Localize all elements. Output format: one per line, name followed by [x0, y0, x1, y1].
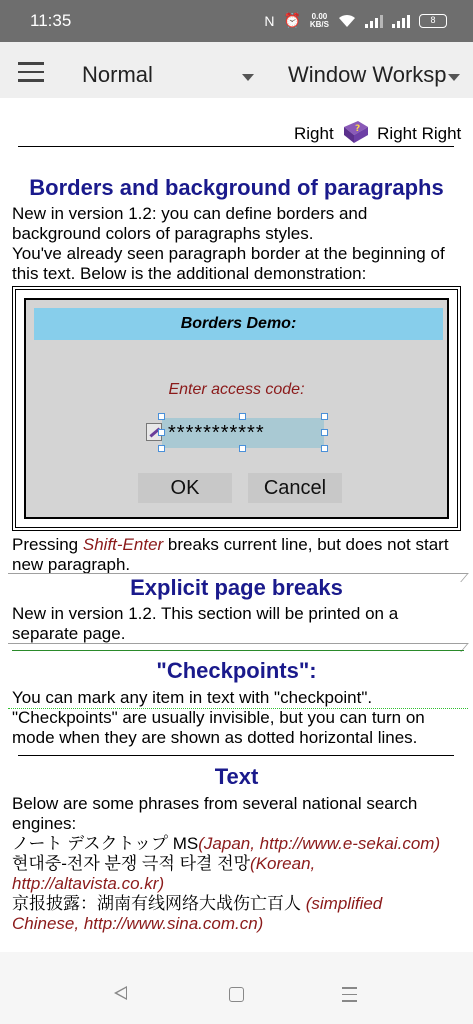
demo-title: Borders Demo: [34, 308, 443, 340]
book-icon [340, 119, 370, 145]
status-time: 11:35 [30, 11, 72, 30]
heading-page-breaks: Explicit page breaks [130, 575, 343, 600]
alarm-icon: ⏰ [283, 12, 301, 28]
japanese-source: (Japan, http://www.e-sekai.com) [198, 834, 441, 853]
divider-green [12, 650, 464, 651]
menu-icon[interactable] [18, 62, 44, 82]
page-break-marker [8, 573, 463, 574]
text-line: "Checkpoints" are usually invisible, but you can turn on [12, 708, 425, 727]
text-line: this text. Below is the additional demonstration: [12, 264, 367, 283]
signal-2-icon [392, 14, 410, 28]
text-line: New in version 1.2: you can define borders and [12, 204, 368, 223]
borders-demo-box [12, 286, 461, 531]
resize-handle[interactable] [321, 445, 328, 452]
paragraph-page-breaks [12, 604, 462, 644]
paragraph-style-select[interactable] [82, 62, 258, 92]
text-line: You've already seen paragraph border at the beginning of [12, 244, 445, 263]
korean-source-url: http://altavista.co.kr) [12, 874, 165, 893]
text-line: background colors of paragraphs styles. [12, 224, 314, 243]
text-line: You can mark any item in text with "checkpoint". [12, 688, 373, 707]
wifi-icon [338, 14, 356, 28]
text-run: breaks current line, but does not start [163, 535, 449, 554]
text-line: engines: [12, 814, 77, 833]
shift-enter-keys: Shift-Enter [82, 535, 164, 554]
divider [18, 146, 454, 147]
text-line: new paragraph. [12, 555, 131, 574]
korean-source: (Korean, [250, 854, 316, 873]
home-icon[interactable] [229, 987, 244, 1002]
paragraph-checkpoints [12, 688, 462, 748]
recents-icon[interactable] [342, 987, 357, 1007]
page-break-marker [8, 643, 463, 644]
access-code-label: Enter access code: [168, 381, 305, 398]
text-line: mode when they are shown as dotted horizontal lines. [12, 728, 418, 747]
navigation-bar [0, 952, 473, 1024]
status-icons [264, 12, 447, 29]
nfc-icon: N [264, 12, 275, 29]
right-aligned-text: Right [294, 124, 334, 143]
right-aligned-line [294, 119, 461, 145]
paragraph-borders-1 [12, 204, 462, 284]
svg-text:?: ? [355, 124, 361, 134]
resize-handle[interactable] [321, 429, 328, 436]
heading-borders: Borders and background of paragraphs [29, 175, 444, 200]
checkpoint-line [8, 708, 468, 709]
text-line: Below are some phrases from several national search [12, 794, 418, 813]
resize-handle[interactable] [321, 413, 328, 420]
battery-icon: 8 [419, 14, 447, 28]
net-speed-value: 0.00 [311, 11, 328, 21]
right-aligned-text-end: Right Right [377, 124, 462, 143]
window-select-value: Window Worksp [288, 62, 447, 87]
divider [18, 755, 454, 756]
chevron-down-icon [448, 74, 460, 81]
ok-button[interactable]: OK [138, 473, 232, 503]
signal-1-icon [365, 14, 383, 28]
text-line: New in version 1.2. This section will be printed on a [12, 604, 399, 623]
text-line: separate page. [12, 624, 126, 643]
paragraph-shift-enter [12, 535, 462, 575]
net-speed-unit: KB/S [309, 19, 329, 29]
document-view[interactable] [0, 98, 473, 940]
demo-dialog [24, 298, 449, 519]
access-code-input[interactable]: *********** [162, 418, 324, 448]
resize-handle[interactable] [158, 445, 165, 452]
chinese-source-url: Chinese, http://www.sina.com.cn) [12, 914, 264, 933]
toolbar [0, 42, 473, 98]
resize-handle[interactable] [158, 429, 165, 436]
paragraph-style-value: Normal [82, 62, 153, 87]
japanese-phrase: ノート デスクトップ MS [12, 834, 199, 853]
heading-text: Text [214, 764, 259, 789]
cancel-button[interactable]: Cancel [248, 473, 342, 503]
window-select[interactable] [288, 62, 473, 92]
text-run: Pressing [12, 535, 83, 554]
chevron-down-icon [242, 74, 254, 81]
paragraph-text [12, 794, 462, 934]
korean-phrase: 현대중-전자 분쟁 극적 타결 전망 [12, 854, 251, 873]
resize-handle[interactable] [239, 413, 246, 420]
heading-checkpoints: "Checkpoints": [156, 658, 317, 683]
net-speed [310, 13, 329, 29]
resize-handle[interactable] [239, 445, 246, 452]
back-icon[interactable] [114, 986, 127, 1000]
resize-handle[interactable] [158, 413, 165, 420]
chinese-source: (simplified [305, 894, 383, 913]
chinese-phrase: 京报披露：湖南有线网络大战伤亡百人 [12, 894, 306, 913]
status-bar [0, 0, 473, 42]
